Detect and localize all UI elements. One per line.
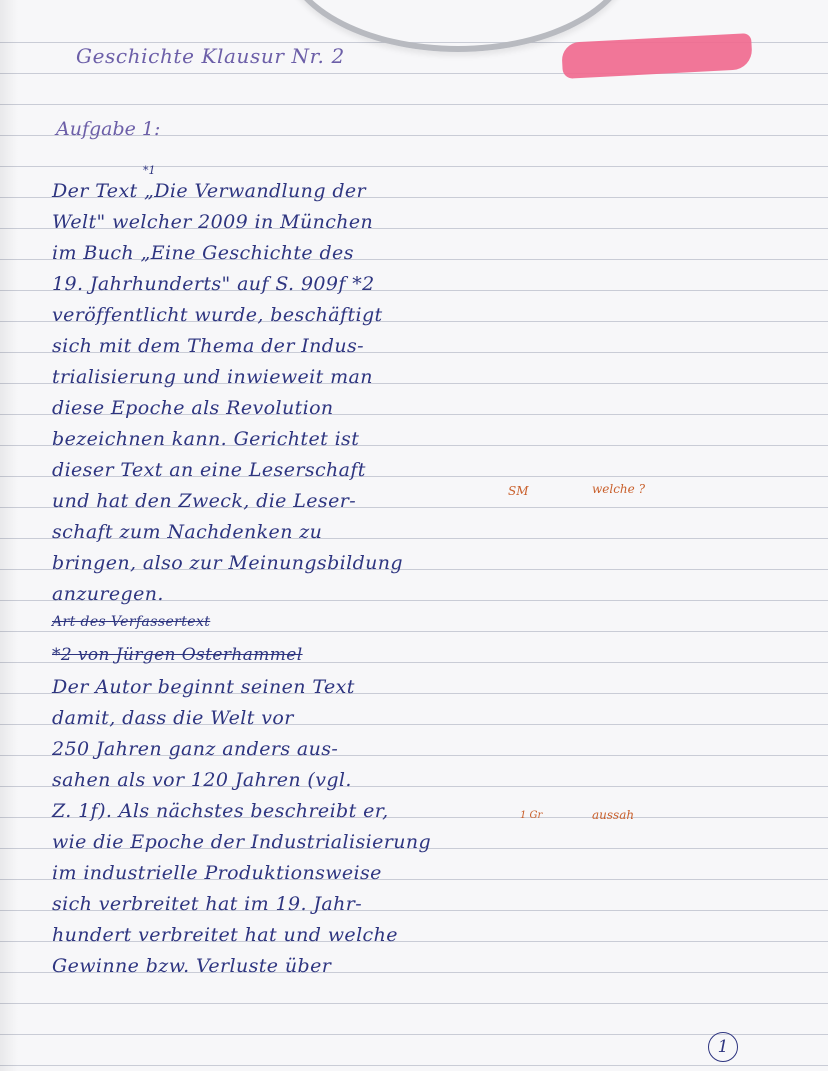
page-shadow: [0, 0, 18, 1071]
text-line-14: anzuregen.: [52, 583, 164, 605]
highlighted-name-redaction: [561, 33, 753, 79]
text-line-21: Z. 1f). Als nächstes beschreibt er,: [52, 800, 389, 822]
margin-note-text-2: aussah: [592, 808, 635, 822]
text-line-25: hundert verbreitet hat und welche: [52, 924, 398, 946]
text-line-5: veröffentlicht wurde, beschäftigt: [52, 304, 383, 326]
task-heading: Aufgabe 1:: [56, 118, 161, 140]
text-line-18: damit, dass die Welt vor: [52, 707, 294, 729]
text-line-3: im Buch „Eine Geschichte des: [52, 242, 354, 264]
text-line-2: Welt" welcher 2009 in München: [52, 211, 374, 233]
text-line-17: Der Autor beginnt seinen Text: [52, 676, 355, 698]
text-line-19: 250 Jahren ganz anders aus-: [52, 738, 339, 760]
footnote-mark: *1: [143, 164, 156, 177]
text-line-8: diese Epoche als Revolution: [52, 397, 334, 419]
margin-note-text-1: welche ?: [592, 482, 646, 496]
text-line-9: bezeichnen kann. Gerichtet ist: [52, 428, 360, 450]
text-line-7: trialisierung und inwieweit man: [52, 366, 373, 388]
text-line-24: sich verbreitet hat im 19. Jahr-: [52, 893, 363, 915]
text-line-15-struck: Art des Verfassertext: [52, 614, 211, 630]
text-line-13: bringen, also zur Meinungsbildung: [52, 552, 403, 574]
text-line-4: 19. Jahrhunderts" auf S. 909f *2: [52, 273, 375, 295]
text-line-16-struck: *2 von Jürgen Osterhammel: [52, 645, 303, 665]
page-number: 1: [708, 1032, 738, 1062]
text-line-10: dieser Text an eine Leserschaft: [52, 459, 366, 481]
text-line-6: sich mit dem Thema der Indus-: [52, 335, 364, 357]
text-line-23: im industrielle Produktionsweise: [52, 862, 382, 884]
text-line-20: sahen als vor 120 Jahren (vgl.: [52, 769, 352, 791]
text-line-11: und hat den Zweck, die Leser-: [52, 490, 357, 512]
text-line-1: Der Text „Die Verwandlung der: [52, 180, 367, 202]
text-line-12: schaft zum Nachdenken zu: [52, 521, 323, 543]
exam-title: Geschichte Klausur Nr. 2: [76, 44, 345, 68]
text-line-26: Gewinne bzw. Verluste über: [52, 955, 332, 977]
margin-note-code-2: 1 Gr: [520, 810, 543, 821]
margin-note-code-1: SM: [508, 484, 529, 498]
text-line-22: wie die Epoche der Industrialisierung: [52, 831, 432, 853]
